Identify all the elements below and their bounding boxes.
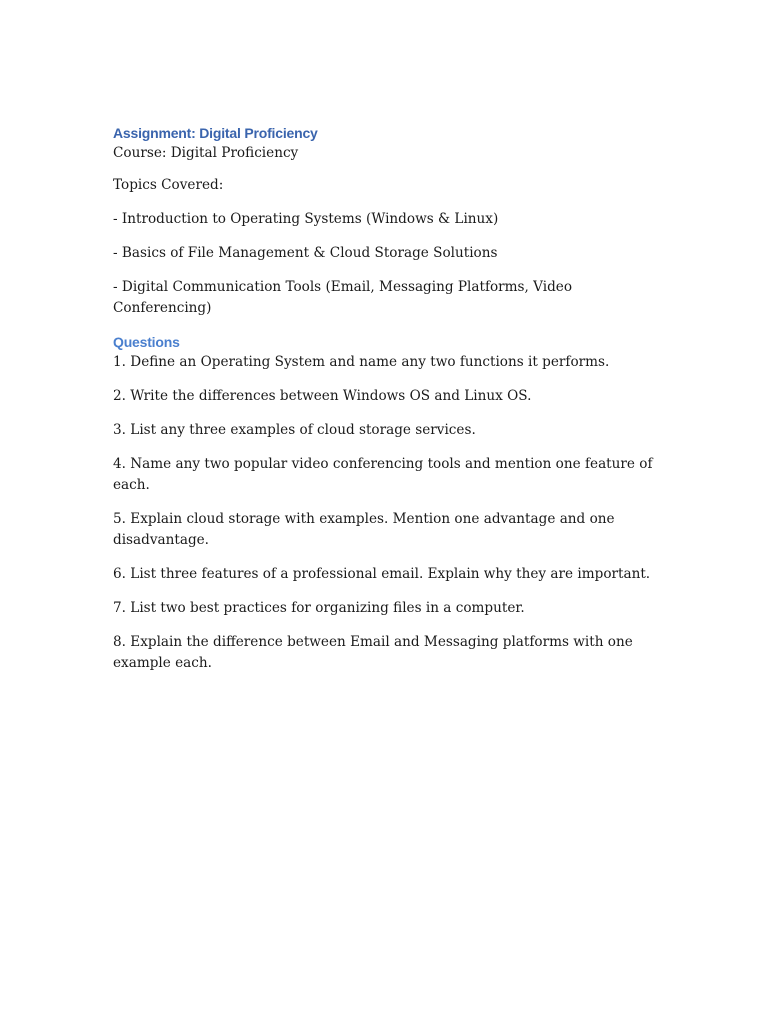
topics-list	[113, 209, 673, 319]
question-item: 5. Explain cloud storage with examples. Mention one advantage and one disadvantage.	[113, 511, 615, 548]
assignment-title: Assignment: Digital Proficiency	[113, 125, 318, 141]
question-item: 8. Explain the difference between Email and Messaging platforms with one example each.	[113, 634, 633, 671]
topic-item: - Digital Communication Tools (Email, Messaging Platforms, Video Conferencing)	[113, 279, 573, 316]
questions-list	[113, 352, 673, 674]
questions-heading: Questions	[113, 334, 180, 350]
question-item: 4. Name any two popular video conferencing tools and mention one feature of each.	[113, 456, 653, 493]
document-page	[113, 124, 673, 687]
topic-item: - Basics of File Management & Cloud Storage Solutions	[113, 245, 498, 261]
topic-item: - Introduction to Operating Systems (Windows & Linux)	[113, 211, 499, 227]
question-item: 1. Define an Operating System and name any two functions it performs.	[113, 354, 610, 370]
course-line: Course: Digital Proficiency	[113, 145, 299, 161]
question-item: 2. Write the differences between Windows OS and Linux OS.	[113, 388, 532, 404]
question-item: 6. List three features of a professional email. Explain why they are important.	[113, 566, 651, 582]
question-item: 3. List any three examples of cloud storage services.	[113, 422, 476, 438]
question-item: 7. List two best practices for organizing files in a computer.	[113, 600, 525, 616]
topics-heading: Topics Covered:	[113, 177, 224, 193]
